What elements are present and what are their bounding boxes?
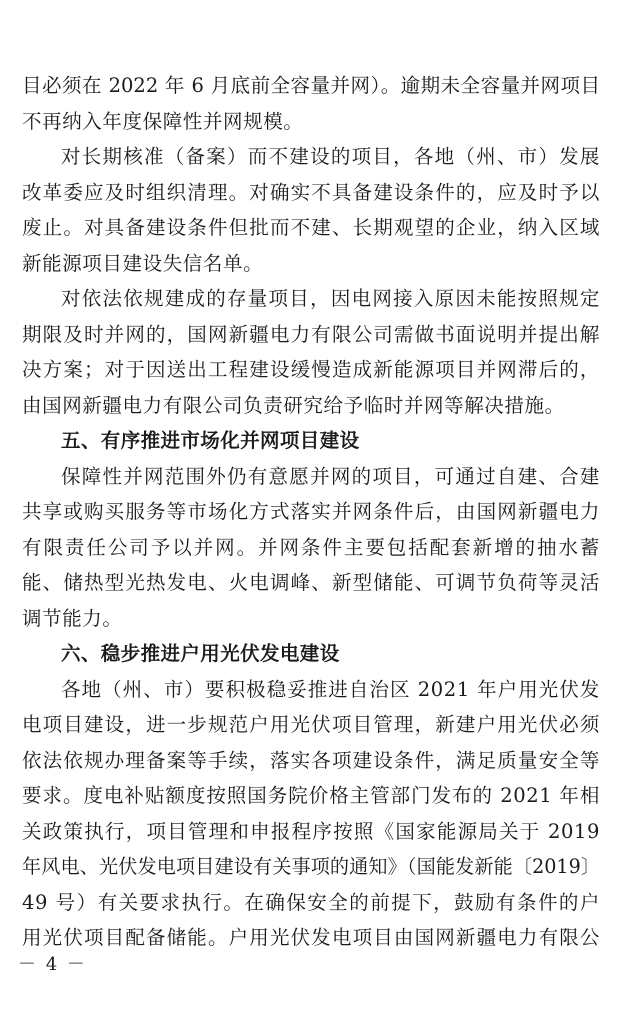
section-heading: 六、稳步推进户用光伏发电建设 <box>61 642 340 665</box>
paragraph-line: 有限责任公司予以并网。并网条件主要包括配套新增的抽水蓄 <box>22 535 600 559</box>
paragraph-line: 新能源项目建设失信名单。 <box>22 251 264 275</box>
paragraph-line: 依法依规办理备案等手续，落实各项建设条件，满足质量安全等 <box>22 748 600 772</box>
paragraph-line: 共享或购买服务等市场化方式落实并网条件后，由国网新疆电力 <box>22 500 600 523</box>
paragraph-line: 各地（州、市）要积极稳妥推进自治区 2021 年户用光伏发 <box>61 677 600 701</box>
paragraph-line: 废止。对具备建设条件但批而不建、长期观望的企业，纳入区域 <box>22 216 600 239</box>
paragraph-line: 年风电、光伏发电项目建设有关事项的通知》（国能发新能〔2019〕 <box>22 855 600 878</box>
section-heading: 五、有序推进市场化并网项目建设 <box>61 429 360 452</box>
paragraph-line: 对依法依规建成的存量项目，因电网接入原因未能按照规定 <box>61 287 600 310</box>
paragraph-line: 调节能力。 <box>22 606 123 630</box>
paragraph-line: 保障性并网范围外仍有意愿并网的项目，可通过自建、合建 <box>61 464 600 488</box>
paragraph-line: 49 号）有关要求执行。在确保安全的前提下，鼓励有条件的户 <box>22 890 600 914</box>
paragraph-line: 改革委应及时组织清理。对确实不具备建设条件的，应及时予以 <box>22 180 600 204</box>
paragraph-line: 能、储热型光热发电、火电调峰、新型储能、可调节负荷等灵活 <box>22 571 600 594</box>
page-number: － 4 － <box>18 954 87 975</box>
paragraph-line: 决方案；对于因送出工程建设缓慢造成新能源项目并网滞后的， <box>22 358 600 381</box>
paragraph-line: 用光伏项目配备储能。户用光伏发电项目由国网新疆电力有限公 <box>22 926 600 949</box>
paragraph-line: 目必须在 2022 年 6 月底前全容量并网）。逾期未全容量并网项目 <box>22 74 600 97</box>
document-body <box>22 68 600 956</box>
paragraph-line: 期限及时并网的，国网新疆电力有限公司需做书面说明并提出解 <box>22 322 600 346</box>
paragraph-line: 由国网新疆电力有限公司负责研究给予临时并网等解决措施。 <box>22 393 565 417</box>
paragraph-line: 不再纳入年度保障性并网规模。 <box>22 109 304 133</box>
paragraph-line: 要求。度电补贴额度按照国务院价格主管部门发布的 2021 年相 <box>22 784 600 807</box>
paragraph-line: 关政策执行，项目管理和申报程序按照《国家能源局关于 2019 <box>22 819 600 843</box>
paragraph-line: 电项目建设，进一步规范户用光伏项目管理，新建户用光伏必须 <box>22 713 600 736</box>
paragraph-line: 对长期核准（备案）而不建设的项目，各地（州、市）发展 <box>61 145 600 168</box>
